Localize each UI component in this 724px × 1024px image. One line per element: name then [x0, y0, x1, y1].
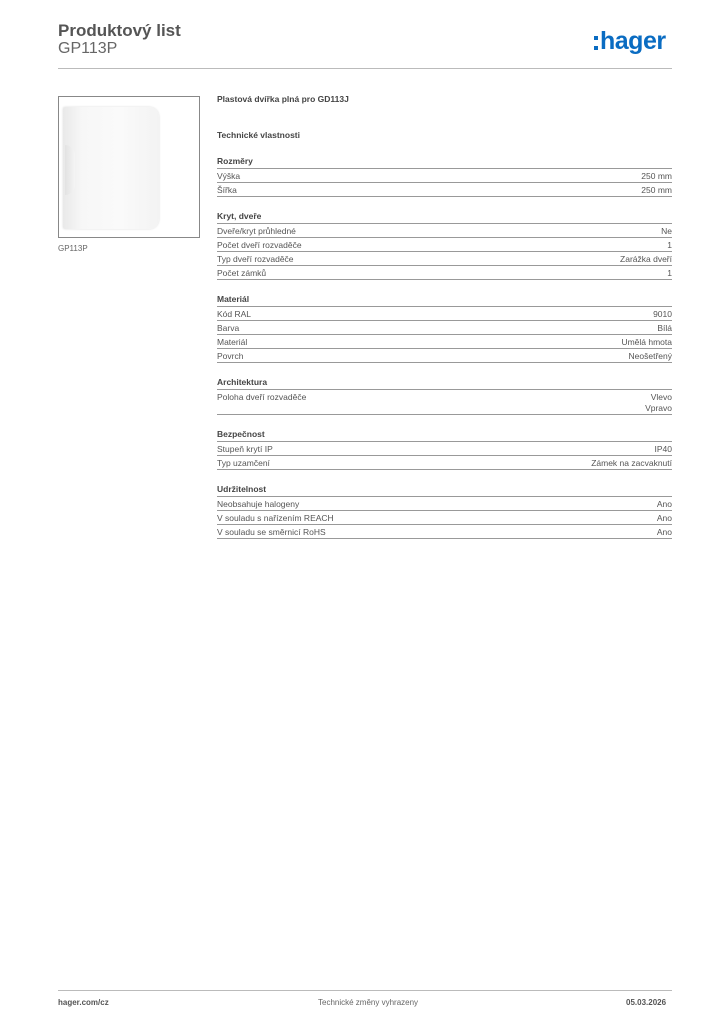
spec-row: [217, 335, 672, 349]
product-code: GP113P: [58, 40, 118, 57]
spec-sections: [217, 156, 672, 539]
spec-section: [217, 294, 672, 363]
spec-row: [217, 456, 672, 470]
spec-value: IP40: [654, 444, 672, 454]
spec-value: Ano: [656, 499, 672, 509]
footer-divider: [58, 990, 672, 991]
spec-label: Počet zámků: [217, 268, 267, 278]
spec-row: [217, 307, 672, 321]
spec-row: [217, 224, 672, 238]
spec-label: Neobsahuje halogeny: [217, 499, 300, 509]
spec-row: [217, 183, 672, 197]
spec-value: 250 mm: [641, 171, 672, 181]
spec-label: Typ uzamčení: [217, 458, 270, 468]
hager-logo: [594, 27, 666, 55]
spec-content: [217, 94, 672, 539]
product-image: [58, 96, 200, 238]
spec-label: V souladu s nařízením REACH: [217, 513, 334, 523]
section-title: Kryt, dveře: [217, 211, 672, 224]
spec-value: 1: [667, 240, 672, 250]
spec-label: Barva: [217, 323, 240, 333]
spec-label: Kód RAL: [217, 309, 252, 319]
spec-label: Typ dveří rozvaděče: [217, 254, 294, 264]
spec-label: V souladu se směrnicí RoHS: [217, 527, 326, 537]
footer-website: hager.com/cz: [58, 998, 109, 1007]
spec-label: Šířka: [217, 185, 237, 195]
spec-value: 250 mm: [641, 185, 672, 195]
section-title: Bezpečnost: [217, 429, 672, 442]
spec-row: [217, 252, 672, 266]
logo-mark-icon: [594, 36, 598, 50]
spec-row: [217, 266, 672, 280]
spec-section: [217, 429, 672, 470]
spec-value: 9010: [653, 309, 672, 319]
section-title: Rozměry: [217, 156, 672, 169]
spec-section: [217, 377, 672, 415]
section-title: Udržitelnost: [217, 484, 672, 497]
spec-value: 1: [667, 268, 672, 278]
spec-row: [217, 238, 672, 252]
spec-section: [217, 211, 672, 280]
door-panel-illustration: [63, 107, 159, 229]
image-caption: GP113P: [58, 244, 88, 253]
header-divider: [58, 68, 672, 69]
spec-value: Zarážka dveří: [620, 254, 672, 264]
spec-value: Ano: [656, 513, 672, 523]
spec-row: [217, 442, 672, 456]
door-recess: [65, 145, 75, 195]
spec-label: Dveře/kryt průhledné: [217, 226, 296, 236]
spec-section: [217, 484, 672, 539]
spec-row: [217, 511, 672, 525]
spec-label: Poloha dveří rozvaděče: [217, 392, 307, 402]
technical-properties-heading: Technické vlastnosti: [217, 130, 300, 140]
spec-value: Bílá: [657, 323, 672, 333]
spec-value: Zámek na zacvaknutí: [591, 458, 672, 468]
spec-value: Ne: [661, 226, 672, 236]
spec-section: [217, 156, 672, 197]
spec-value: Vlevo Vpravo: [645, 392, 672, 413]
spec-label: Materiál: [217, 337, 248, 347]
logo-text: hager: [600, 27, 666, 55]
spec-row: [217, 349, 672, 363]
spec-row: [217, 169, 672, 183]
spec-label: Stupeň krytí IP: [217, 444, 273, 454]
footer-date: 05.03.2026: [626, 998, 667, 1007]
footer-note: Technické změny vyhrazeny: [318, 998, 419, 1007]
section-title: Materiál: [217, 294, 672, 307]
spec-row: [217, 525, 672, 539]
section-title: Architektura: [217, 377, 672, 390]
spec-row: [217, 497, 672, 511]
spec-value: Neošetřený: [628, 351, 672, 361]
page-title: Produktový list: [58, 21, 181, 40]
spec-label: Výška: [217, 171, 241, 181]
spec-row: [217, 321, 672, 335]
spec-value: Umělá hmota: [621, 337, 672, 347]
product-name: Plastová dvířka plná pro GD113J: [217, 94, 349, 104]
spec-label: Povrch: [217, 351, 244, 361]
spec-value: Ano: [656, 527, 672, 537]
spec-label: Počet dveří rozvaděče: [217, 240, 302, 250]
spec-row: [217, 390, 672, 415]
